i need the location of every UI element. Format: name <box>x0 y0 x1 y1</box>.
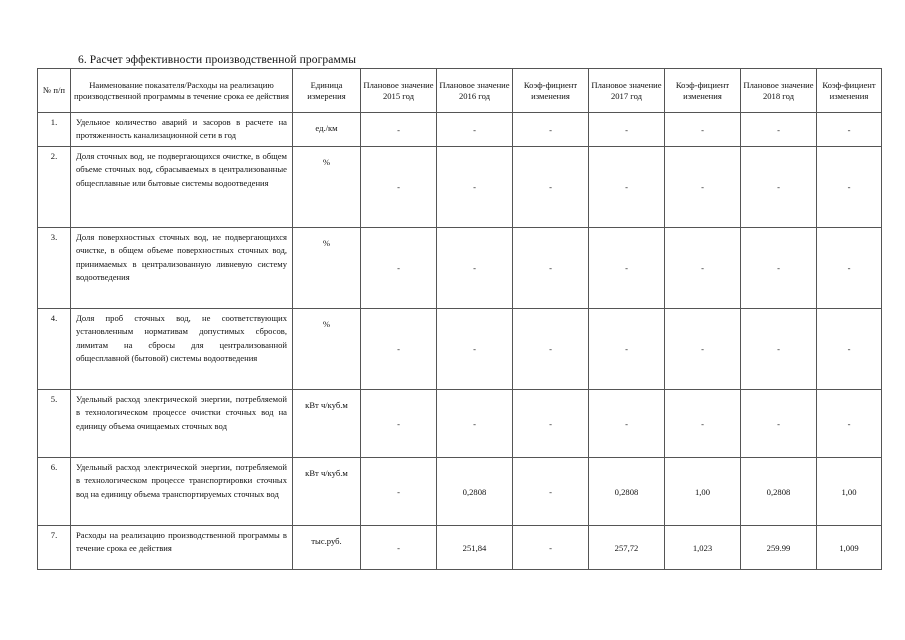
value-cell: 1,00 <box>665 458 741 526</box>
page-title: 6. Расчет эффективности производственной программы <box>78 54 357 66</box>
value-cell: - <box>589 309 665 390</box>
column-header: Коэф-фициент изменения <box>817 69 882 113</box>
unit-cell: ед./км <box>293 113 361 147</box>
value-cell: 0,2808 <box>437 458 513 526</box>
value-cell: 251,84 <box>437 526 513 570</box>
value-cell: - <box>361 113 437 147</box>
value-cell: - <box>437 147 513 228</box>
value-cell: - <box>513 390 589 458</box>
table-row <box>38 458 882 526</box>
value-cell: - <box>437 113 513 147</box>
row-number: 3. <box>38 228 71 309</box>
table-row <box>38 309 882 390</box>
value-cell: 259.99 <box>741 526 817 570</box>
value-cell: - <box>817 228 882 309</box>
efficiency-table <box>37 68 882 570</box>
value-cell: 257,72 <box>589 526 665 570</box>
unit-cell: кВт ч/куб.м <box>293 390 361 458</box>
unit-cell: % <box>293 228 361 309</box>
value-cell: - <box>513 458 589 526</box>
row-number: 6. <box>38 458 71 526</box>
value-cell: - <box>361 526 437 570</box>
value-cell: - <box>817 147 882 228</box>
value-cell: - <box>513 309 589 390</box>
value-cell: - <box>361 309 437 390</box>
value-cell: - <box>665 113 741 147</box>
indicator-name: Расходы на реализацию производственной программы в течение срока ее действия <box>71 526 293 570</box>
value-cell: - <box>741 390 817 458</box>
unit-cell: кВт ч/куб.м <box>293 458 361 526</box>
unit-cell: % <box>293 309 361 390</box>
row-number: 7. <box>38 526 71 570</box>
value-cell: - <box>513 526 589 570</box>
table-row <box>38 113 882 147</box>
value-cell: - <box>817 390 882 458</box>
indicator-name: Удельный расход электрической энергии, потребляемой в технологическом процессе очистки сточных вод на единицу объема очищаемых сточных вод <box>71 390 293 458</box>
column-header: № п/п <box>38 69 71 113</box>
table-row <box>38 526 882 570</box>
value-cell: 0,2808 <box>589 458 665 526</box>
value-cell: - <box>361 390 437 458</box>
row-number: 4. <box>38 309 71 390</box>
value-cell: - <box>817 113 882 147</box>
value-cell: - <box>741 147 817 228</box>
value-cell: - <box>665 228 741 309</box>
row-number: 1. <box>38 113 71 147</box>
table-header-row <box>38 69 882 113</box>
column-header: Плановое значение 2016 год <box>437 69 513 113</box>
column-header: Единица измерения <box>293 69 361 113</box>
table-row <box>38 147 882 228</box>
value-cell: - <box>513 147 589 228</box>
value-cell: - <box>513 113 589 147</box>
column-header: Наименование показателя/Расходы на реализацию производственной программы в течение срока ее действия <box>71 69 293 113</box>
column-header: Коэф-фициент изменения <box>665 69 741 113</box>
value-cell: - <box>741 309 817 390</box>
value-cell: - <box>361 228 437 309</box>
value-cell: 0,2808 <box>741 458 817 526</box>
column-header: Коэф-фициент изменения <box>513 69 589 113</box>
value-cell: 1,00 <box>817 458 882 526</box>
value-cell: 1,009 <box>817 526 882 570</box>
value-cell: - <box>665 147 741 228</box>
column-header: Плановое значение 2015 год <box>361 69 437 113</box>
unit-cell: % <box>293 147 361 228</box>
value-cell: - <box>589 147 665 228</box>
value-cell: 1,023 <box>665 526 741 570</box>
value-cell: - <box>437 228 513 309</box>
indicator-name: Доля поверхностных сточных вод, не подвергающихся очистке, в общем объеме поверхностных сточных вод, принимаемых в централизованную ливневую систему водоотведения <box>71 228 293 309</box>
value-cell: - <box>437 309 513 390</box>
value-cell: - <box>665 309 741 390</box>
value-cell: - <box>361 458 437 526</box>
value-cell: - <box>361 147 437 228</box>
row-number: 5. <box>38 390 71 458</box>
value-cell: - <box>741 228 817 309</box>
value-cell: - <box>437 390 513 458</box>
indicator-name: Удельный расход электрической энергии, потребляемой в технологическом процессе транспортировки сточных вод на единицу объема транспортируемых сточных вод <box>71 458 293 526</box>
value-cell: - <box>817 309 882 390</box>
column-header: Плановое значение 2018 год <box>741 69 817 113</box>
column-header: Плановое значение 2017 год <box>589 69 665 113</box>
indicator-name: Доля сточных вод, не подвергающихся очистке, в общем объеме сточных вод, сбрасываемых в централизованные общесплавные или бытовые системы водоотведения <box>71 147 293 228</box>
indicator-name: Доля проб сточных вод, не соответствующих установленным нормативам допустимых сбросов, лимитам на сбросы для централизованной общесплавной (бытовой) системы водоотведения <box>71 309 293 390</box>
indicator-name: Удельное количество аварий и засоров в расчете на протяженность канализационной сети в год <box>71 113 293 147</box>
value-cell: - <box>589 228 665 309</box>
value-cell: - <box>589 390 665 458</box>
table-row <box>38 390 882 458</box>
value-cell: - <box>665 390 741 458</box>
value-cell: - <box>589 113 665 147</box>
value-cell: - <box>513 228 589 309</box>
row-number: 2. <box>38 147 71 228</box>
unit-cell: тыс.руб. <box>293 526 361 570</box>
table-row <box>38 228 882 309</box>
value-cell: - <box>741 113 817 147</box>
